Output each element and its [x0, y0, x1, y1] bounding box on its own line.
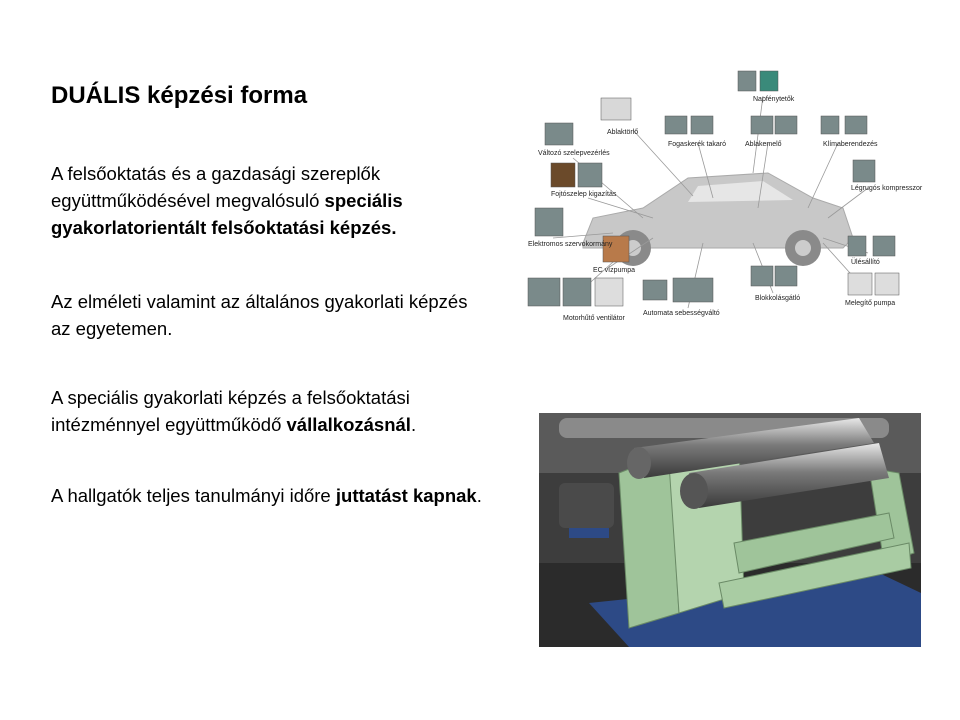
label-wiper: Ablaktörlő: [607, 129, 639, 136]
label-window-lifter: Ablakemelő: [745, 141, 782, 148]
label-seat-adjuster: Ülésállító: [851, 259, 880, 266]
label-sunroof: Napfénytetők: [753, 96, 795, 103]
roller-machine-photo: [539, 413, 921, 647]
label-air-compressor: Légrugós kompresszor: [851, 185, 923, 192]
label-air-conditioning: Klímaberendezés: [823, 141, 878, 148]
label-power-steering: Elektromos szervokormány: [528, 241, 613, 248]
paragraph-1: A felsőoktatás és a gazdasági szereplők együttműködésével megvalósuló speciális gyakorlatorientált felsőoktatási képzés.: [51, 163, 403, 238]
label-heater-pump: Melegítő pumpa: [845, 300, 896, 307]
paragraph-2: Az elméleti valamint az általános gyakorlati képzés az egyetemen.: [51, 291, 468, 339]
paragraph-4: A hallgatók teljes tanulmányi időre juttatást kapnak.: [51, 485, 482, 506]
paragraph-3: A speciális gyakorlati képzés a felsőoktatási intézménnyel együttműködő vállalkozásnál.: [51, 387, 417, 435]
label-transmission: Automata sebességváltó: [643, 310, 720, 317]
slide-title: DUÁLIS képzési forma: [51, 82, 308, 109]
label-abs: Blokkolásgátló: [755, 295, 801, 302]
label-gear-cover: Fogaskerék takaró: [668, 141, 726, 148]
car-components-image: [523, 68, 923, 336]
label-variable-valve: Változó szelepvezérlés: [538, 150, 610, 157]
label-water-pump: EC vízpumpa: [593, 267, 636, 274]
label-throttle: Fojtószelep kigazítás: [551, 191, 617, 198]
label-cooling-fan: Motorhűtő ventilátor: [563, 315, 625, 322]
